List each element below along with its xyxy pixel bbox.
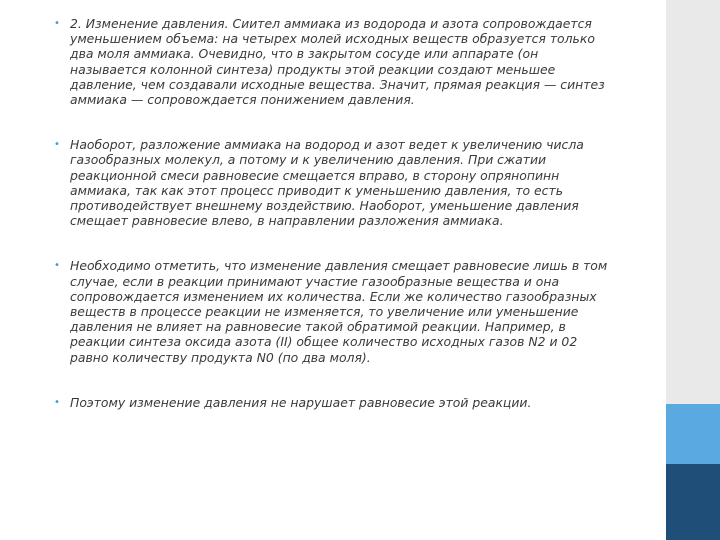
sidebar-accent-dark: [666, 464, 720, 540]
bullet-item: [52, 258, 618, 364]
bullet-dot-icon: •: [54, 396, 60, 408]
sidebar-accent-light: [666, 404, 720, 464]
bullet-dot-icon: •: [54, 18, 60, 29]
paragraph-text: Наоборот, разложение аммиака на водород и азот ведет к увеличению числа газообразных молекул, а потому и к увеличению давления. При сжатии реакционной смеси равновесие смещается вправо, в сторону опрянопинн аммиака, так как этот процесс приводит к уменьшению давления, то есть противодействует внешнему воздействию. Наоборот, уменьшение давления смещает равновесие влево, в направлении разложения аммиака.: [70, 137, 584, 229]
paragraph-text: Поэтому изменение давления не нарушает равновесие этой реакции.: [70, 394, 532, 410]
bullet-dot-icon: •: [54, 139, 60, 151]
bullet-item: [52, 16, 618, 107]
paragraph-text: Необходимо отметить, что изменение давления смещает равновесие лишь в том случае, если в реакции принимают участие газообразные вещества и она сопровождается изменением их количества. Если же количество газообразных веществ в процессе реакции не изменяется, то увеличение или уменьшение давления не влияет на равновесие такой обратимой реакции. Например, в реакции синтеза оксида азота (II) общее количество исходных газов N2 и 02 равно количеству продукта N0 (по два моля).: [70, 258, 608, 365]
paragraph-text: 2. Изменение давления. Сиител аммиака из водорода и азота сопровождается уменьшением объема: на четырех молей исходных веществ образуется только два моля аммиака. Очевидно, что в закрытом сосуде или аппарате (он называется колонной синтеза) продукты этой реакции создают меньшее давление, чем создавали исходные вещества. Значит, прямая реакция — синтез аммиака — сопровождается понижением давления.: [70, 16, 605, 108]
bullet-item: [52, 137, 618, 228]
bullet-item: [52, 395, 618, 410]
slide-body: [52, 16, 618, 440]
bullet-dot-icon: •: [54, 260, 60, 272]
